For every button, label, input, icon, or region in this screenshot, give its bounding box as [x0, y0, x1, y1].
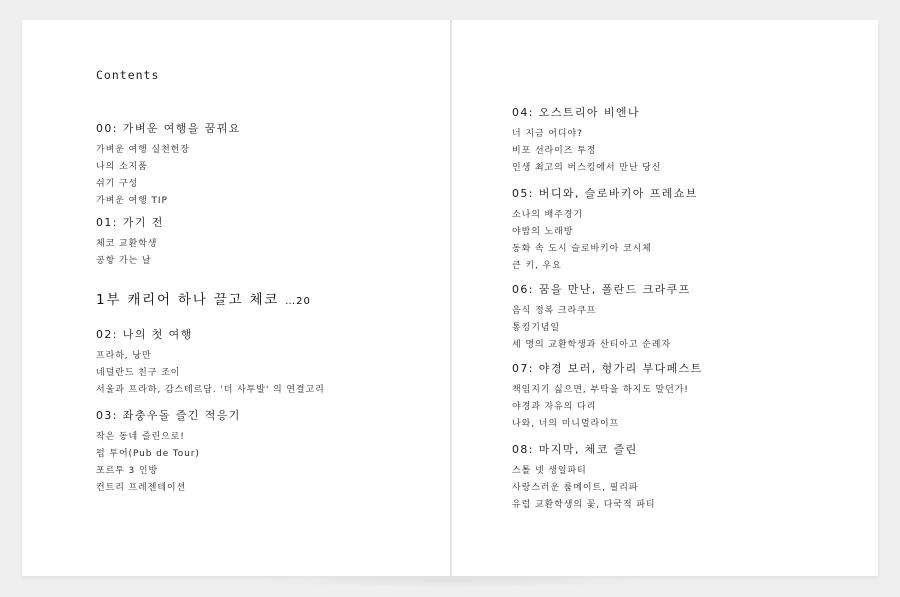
part-title: 1부 캐리어 하나 끌고 체코	[96, 292, 280, 308]
toc-item: 서울과 프라하, 감스테르담. '더 사투발' 의 연결고리	[96, 385, 325, 395]
toc-item: 야밤의 노래방	[512, 227, 574, 237]
right-page	[452, 20, 878, 576]
toc-item: 소나의 배주경기	[512, 210, 583, 220]
part-heading	[96, 288, 311, 308]
toc-item-list	[512, 303, 691, 354]
toc-item-list	[512, 207, 698, 275]
toc-section-04	[512, 106, 661, 177]
contents-heading: Contents	[96, 68, 160, 82]
toc-item: 가벼운 여행 TIP	[96, 196, 168, 206]
toc-item-list	[512, 463, 656, 514]
toc-item: 비포 선라이즈 투정	[512, 146, 597, 156]
toc-item: 포르투 3 인방	[96, 466, 159, 476]
toc-item: 펍 투어(Pub de Tour)	[96, 449, 200, 459]
toc-item: 프라하, 낭만	[96, 351, 152, 361]
toc-section-title: 02: 나의 첫 여행	[96, 328, 193, 341]
book-shadow	[250, 574, 650, 588]
toc-item: 나의 소지품	[96, 162, 148, 172]
toc-item: 작은 동네 즐린으로!	[96, 432, 185, 442]
toc-item: 유럽 교환학생의 꽃, 다국적 파티	[512, 500, 656, 510]
toc-item: 음식 정복 크라쿠프	[512, 306, 597, 316]
toc-item: 동화 속 도시 슬로바키아 코시체	[512, 244, 652, 254]
toc-item: 쉬기 구성	[96, 179, 139, 189]
toc-item-list	[512, 126, 661, 177]
toc-section-08	[512, 443, 656, 514]
toc-section-01	[96, 216, 164, 270]
toc-section-title: 03: 좌충우돌 즐긴 적응기	[96, 409, 241, 422]
toc-section-title: 01: 가기 전	[96, 216, 164, 229]
left-page	[22, 20, 450, 576]
part-page-number: …20	[285, 296, 311, 307]
toc-section-02	[96, 328, 325, 399]
toc-item: 가벼운 여행 실천헌장	[96, 145, 190, 155]
toc-section-05	[512, 187, 698, 275]
toc-item: 컨트리 프레젠테이션	[96, 483, 187, 493]
open-book	[22, 20, 878, 576]
toc-item: 공항 가는 날	[96, 256, 152, 266]
toc-section-00	[96, 122, 241, 210]
toc-item: 통킹기념일	[512, 323, 560, 333]
toc-section-06	[512, 283, 691, 354]
toc-item-list	[512, 382, 703, 433]
toc-section-title: 04: 오스트리아 비엔나	[512, 106, 640, 119]
toc-item: 나와, 너의 미니멀라이프	[512, 419, 620, 429]
toc-item: 사랑스러운 룸메이트, 필리파	[512, 483, 639, 493]
toc-section-03	[96, 409, 241, 497]
toc-section-title: 08: 마지막, 체코 즐린	[512, 443, 638, 456]
toc-item: 체코 교환학생	[96, 239, 158, 249]
toc-item: 큰 키, 우요	[512, 261, 562, 271]
toc-section-title: 00: 가벼운 여행을 꿈꿔요	[96, 122, 241, 135]
toc-item: 네덜란드 친구 조이	[96, 368, 181, 378]
toc-item: 야경과 자유의 다리	[512, 402, 597, 412]
toc-item: 스톨 넷 생일파티	[512, 466, 587, 476]
toc-item: 너 지금 어디야?	[512, 129, 583, 139]
toc-item: 세 명의 교환학생과 산티아고 순례자	[512, 340, 671, 350]
toc-item: 책임지기 싫으면, 부탁을 하지도 말던가!	[512, 385, 689, 395]
toc-item-list	[96, 429, 241, 497]
toc-item-list	[96, 142, 241, 210]
toc-item-list	[96, 348, 325, 399]
toc-section-title: 06: 꿈을 만난, 폴란드 크라쿠프	[512, 283, 691, 296]
toc-section-07	[512, 362, 703, 433]
toc-section-title: 07: 야경 보러, 헝가리 부다페스트	[512, 362, 703, 375]
toc-section-title: 05: 버디와, 슬로바키아 프레쇼브	[512, 187, 698, 200]
toc-item: 인생 최고의 버스킹에서 만난 당신	[512, 163, 662, 173]
toc-item-list	[96, 236, 164, 270]
